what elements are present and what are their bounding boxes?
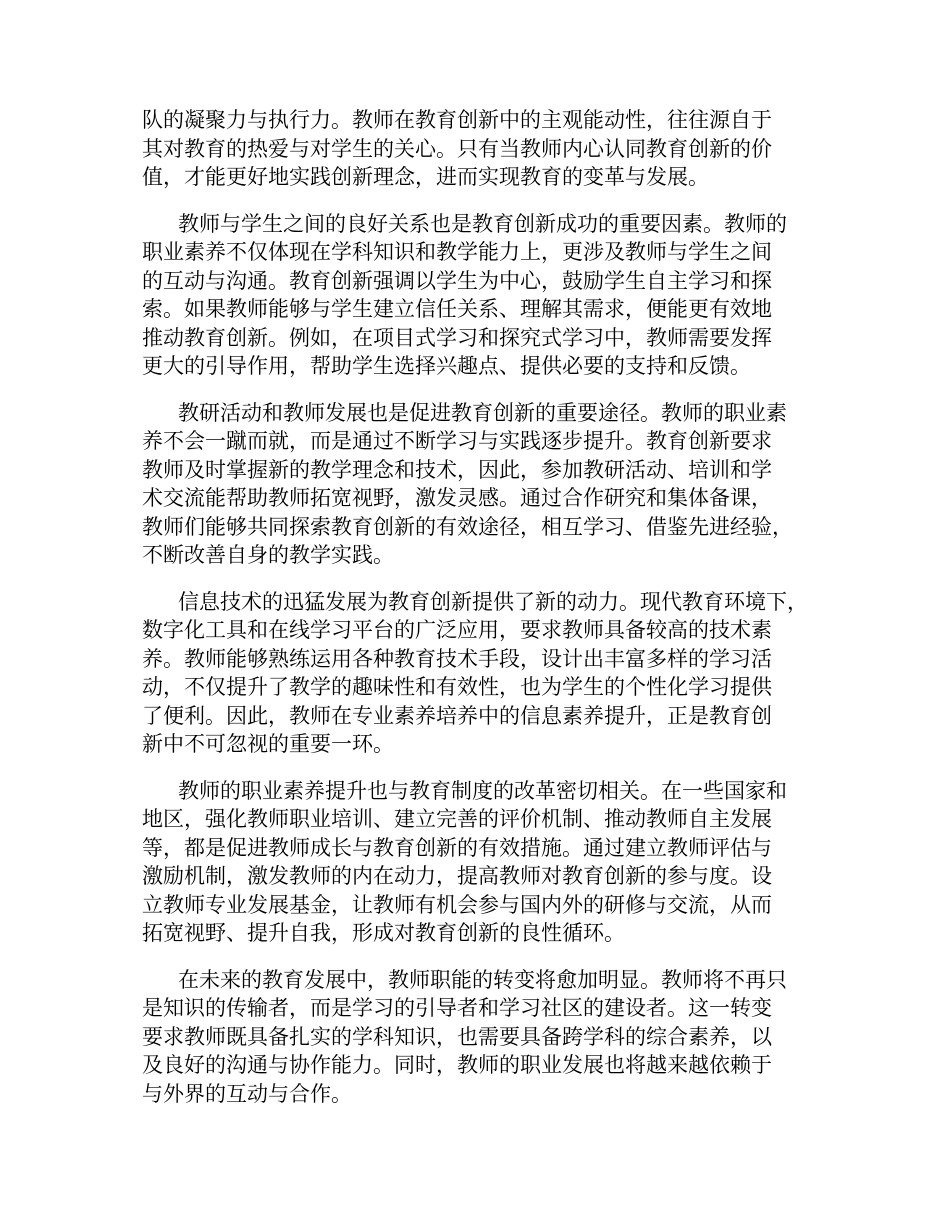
text-line: 立教师专业发展基金，让教师有机会参与国内外的研修与交流，从而 [142,892,772,917]
text-line: 新中不可忽视的重要一环。 [142,732,394,756]
text-line: 更大的引导作用，帮助学生选择兴趣点、提供必要的支持和反馈。 [142,354,751,378]
text-line: 数字化工具和在线学习平台的广泛应用，要求教师具备较高的技术素 [142,618,772,642]
paragraph [142,210,822,381]
text-line: 不断改善自身的教学实践。 [142,543,394,567]
text-line: 地区，强化教师职业培训、建立完善的评价机制、推动教师自主发展 [142,807,772,831]
text-line: 激励机制，激发教师的内在动力，提高教师对教育创新的参与度。设 [142,864,772,888]
text-line: 动，不仅提升了教学的趣味性和有效性，也为学生的个性化学习提供 [142,675,772,699]
text-line: 要求教师既具备扎实的学科知识，也需要具备跨学科的综合素养，以 [142,1024,772,1049]
paragraph [142,777,822,948]
text-line: 了便利。因此，教师在专业素养培养中的信息素养提升，正是教育创 [142,703,772,728]
text-line: 教师们能够共同探索教育创新的有效途径，相互学习、借鉴先进经验， [142,514,793,539]
paragraph [142,106,822,192]
text-line: 值，才能更好地实践创新理念，进而实现教育的变革与发展。 [142,165,709,189]
text-line: 拓宽视野、提升自我，形成对教育创新的良性循环。 [142,921,625,945]
text-line: 推动教育创新。例如，在项目式学习和探究式学习中，教师需要发挥 [142,325,772,350]
text-line: 教研活动和教师发展也是促进教育创新的重要途径。教师的职业素 [178,400,787,425]
paragraph [142,588,822,759]
paragraph [142,399,822,570]
text-line: 其对教育的热爱与对学生的关心。只有当教师内心认同教育创新的价 [142,136,772,161]
text-line: 教师的职业素养提升也与教育制度的改革密切相关。在一些国家和 [178,778,787,803]
text-line: 职业素养不仅体现在学科知识和教学能力上，更涉及教师与学生之间 [142,240,772,264]
text-line: 索。如果教师能够与学生建立信任关系、理解其需求，便能更有效地 [142,297,772,321]
text-line: 的互动与沟通。教育创新强调以学生为中心，鼓励学生自主学习和探 [142,268,772,293]
text-line: 教师及时掌握新的教学理念和技术，因此，参加教研活动、培训和学 [142,457,772,482]
paragraph [142,966,822,1109]
text-line: 信息技术的迅猛发展为教育创新提供了新的动力。现代教育环境下， [178,589,808,614]
text-line: 术交流能帮助教师拓宽视野，激发灵感。通过合作研究和集体备课， [142,486,772,510]
text-line: 教师与学生之间的良好关系也是教育创新成功的重要因素。教师的 [178,211,787,236]
text-line: 等，都是促进教师成长与教育创新的有效措施。通过建立教师评估与 [142,835,772,860]
text-line: 是知识的传输者，而是学习的引导者和学习社区的建设者。这一转变 [142,996,772,1020]
text-line: 养。教师能够熟练运用各种教育技术手段，设计出丰富多样的学习活 [142,646,772,671]
text-line: 与外界的互动与合作。 [142,1081,352,1106]
text-line: 及良好的沟通与协作能力。同时，教师的职业发展也将越来越依赖于 [142,1053,772,1077]
text-line: 在未来的教育发展中，教师职能的转变将愈加明显。教师将不再只 [178,967,787,992]
document-body [142,106,822,1108]
text-line: 养不会一蹴而就，而是通过不断学习与实践逐步提升。教育创新要求 [142,429,772,453]
text-line: 队的凝聚力与执行力。教师在教育创新中的主观能动性，往往源自于 [142,108,772,132]
